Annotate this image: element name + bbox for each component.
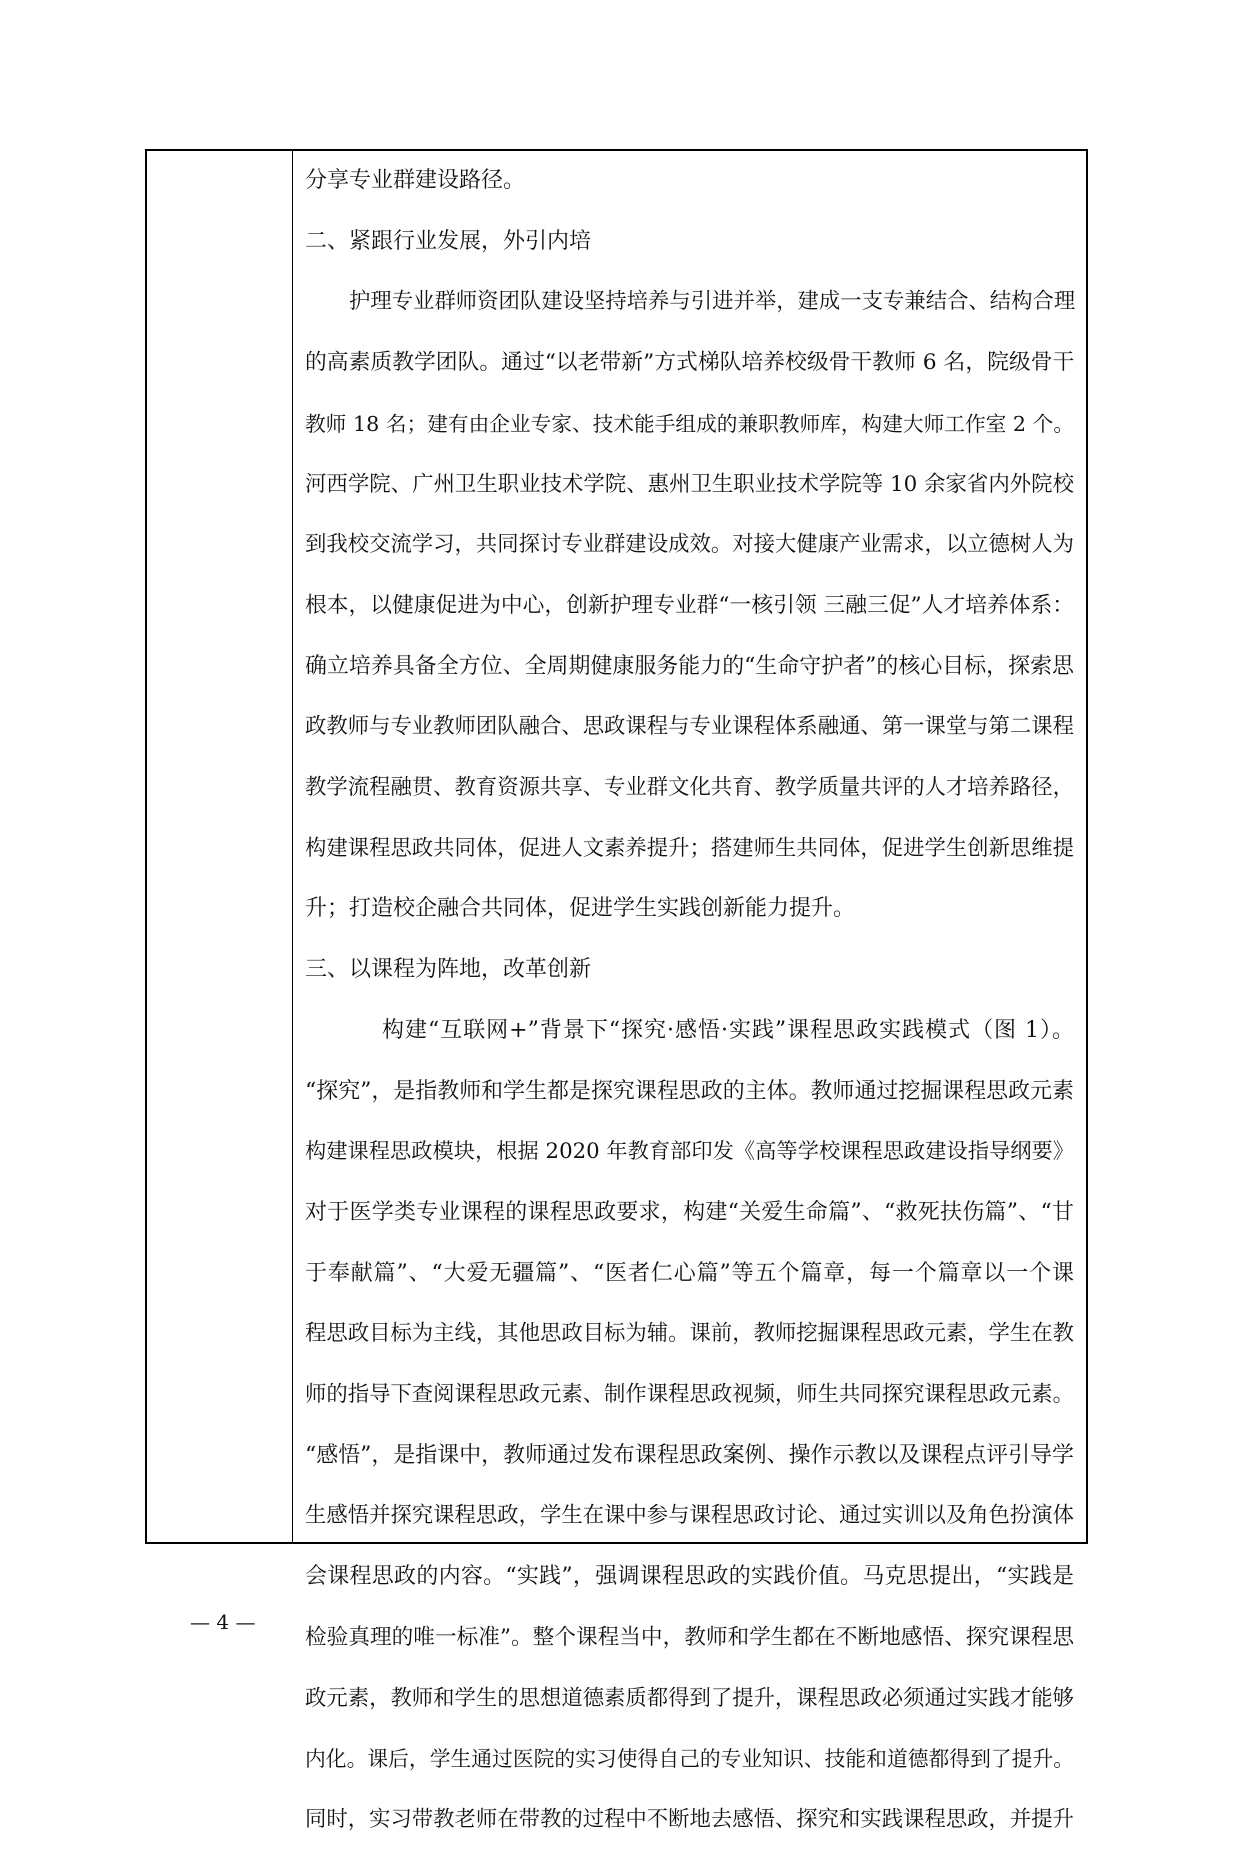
text-line: 构建课程思政模块，根据 2020 年教育部印发《高等学校课程思政建设指导纲要》: [305, 1139, 1074, 1165]
text-line: 政教师与专业教师团队融合、思政课程与专业课程体系融通、第一课堂与第二课程: [305, 714, 1074, 740]
content-table: [145, 149, 1088, 1832]
text-line: 检验真理的唯一标准”。整个课程当中，教师和学生都在不断地感悟、探究课程思: [305, 1624, 1075, 1650]
text-line: 分享专业群建设路径。: [305, 168, 526, 193]
page-number: — 4 —: [190, 1610, 256, 1634]
text-line: 生感悟并探究课程思政，学生在课中参与课程思政讨论、通过实训以及角色扮演体: [305, 1503, 1074, 1529]
text-line: 政元素，教师和学生的思想道德素质都得到了提升，课程思政必须通过实践才能够: [305, 1685, 1074, 1711]
text-line: 会课程思政的内容。“实践”，强调课程思政的实践价值。马克思提出，“实践是: [305, 1564, 1074, 1590]
text-line: “感悟”，是指课中，教师通过发布课程思政案例、操作示教以及课程点评引导学: [305, 1442, 1074, 1468]
text-line: 内化。课后，学生通过医院的实习使得自己的专业知识、技能和道德都得到了提升。: [305, 1747, 1074, 1772]
text-line: 构建课程思政共同体，促进人文素养提升；搭建师生共同体，促进学生创新思维提: [305, 835, 1074, 861]
text-line: 到我校交流学习，共同探讨专业群建设成效。对接大健康产业需求，以立德树人为: [305, 532, 1074, 558]
text-line: 河西学院、广州卫生职业技术学院、惠州卫生职业技术学院等 10 余家省内外院校: [305, 471, 1074, 497]
text-line: “探究”，是指教师和学生都是探究课程思政的主体。教师通过挖掘课程思政元素: [305, 1078, 1074, 1104]
text-line: 对于医学类专业课程的课程思政要求，构建“关爱生命篇”、“救死扶伤篇”、“甘: [305, 1199, 1074, 1225]
text-line: 护理专业群师资团队建设坚持培养与引进并举，建成一支专兼结合、结构合理: [349, 289, 1076, 315]
text-line: 于奉献篇”、“大爱无疆篇”、“医者仁心篇”等五个篇章，每一个篇章以一个课: [305, 1260, 1074, 1286]
text-line: 确立培养具备全方位、全周期健康服务能力的“生命守护者”的核心目标，探索思: [305, 653, 1074, 679]
text-line: 同时，实习带教老师在带教的过程中不断地去感悟、探究和实践课程思政，并提升: [305, 1806, 1074, 1832]
text-line: 教学流程融贯、教育资源共享、专业群文化共育、教学质量共评的人才培养路径，: [305, 775, 1074, 801]
text-line: 教师 18 名；建有由企业专家、技术能手组成的兼职教师库，构建大师工作室 2 个。: [305, 411, 1074, 436]
text-line: 升；打造校企融合共同体，促进学生实践创新能力提升。: [305, 896, 856, 922]
text-line: 的高素质教学团队。通过“以老带新”方式梯队培养校级骨干教师 6 名，院级骨干: [305, 350, 1075, 376]
text-line: 师的指导下查阅课程思政元素、制作课程思政视频，师生共同探究课程思政元素。: [305, 1382, 1074, 1408]
table-content-cell: [294, 151, 1086, 1832]
text-line: 构建“互联网+”背景下“探究·感悟·实践”课程思政实践模式（图 1）。: [382, 1017, 1074, 1043]
text-line: 二、紧跟行业发展，外引内培: [305, 228, 592, 254]
text-line: 根本，以健康促进为中心，创新护理专业群“一核引领 三融三促”人才培养体系：: [305, 592, 1074, 618]
text-line: 三、以课程为阵地，改革创新: [305, 957, 592, 983]
table-left-column: [147, 151, 293, 1542]
text-line: 程思政目标为主线，其他思政目标为辅。课前，教师挖掘课程思政元素，学生在教: [305, 1321, 1074, 1347]
